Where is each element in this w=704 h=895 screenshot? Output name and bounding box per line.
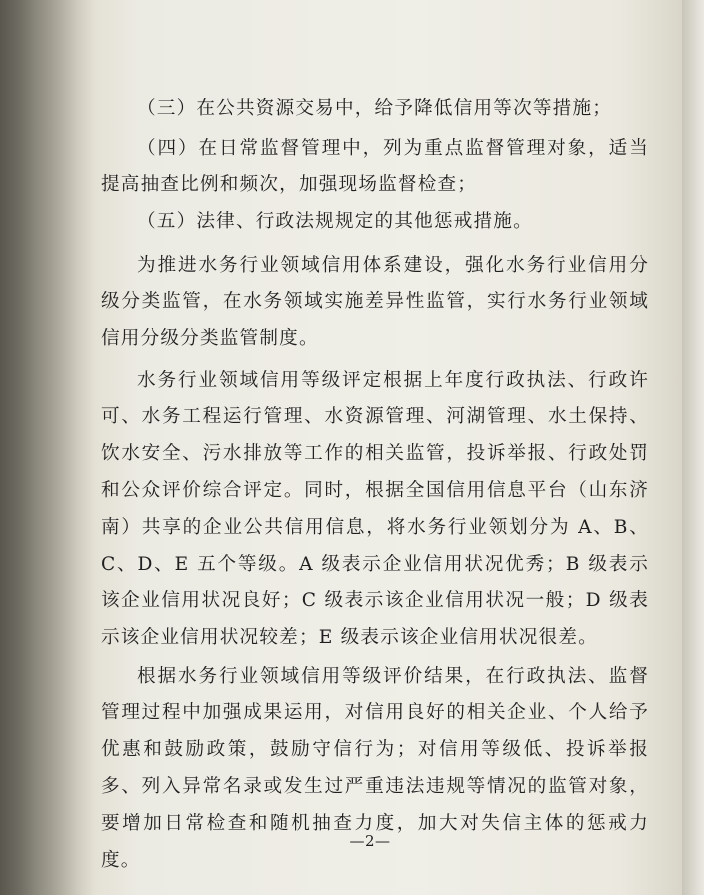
paragraph-result-application: 根据水务行业领域信用等级评价结果，在行政执法、监督管理过程中加强成果运用，对信用良好的相关企业、个人给予优惠和鼓励政策，鼓励守信行为；对信用等级低、投诉举报多、列入异常名录或发生过严重违法违规等情况的监管对象，要增加日常检查和随机抽查力度，加大对失信主体的惩戒力度。 xyxy=(101,665,649,871)
paragraph-credit-rating: 水务行业领域信用等级评定根据上年度行政执法、行政许可、水务工程运行管理、水资源管理、河湖管理、水土保持、饮水安全、污水排放等工作的相关监管，投诉举报、行政处罚和公众评价综合评定。同时，根据全国信用信息平台（山东济南）共享的企业公共信用信息，将水务行业领划分为 A、B、C、D、E 五个等级。A 级表示企业信用状况优秀；B 级表示该企业信用状况良好；C 级表示该企业信用状况一般；D 级表示该企业信用状况较差；E 级表示该企业信用状况很差。 xyxy=(101,369,649,649)
paragraph-measure-three: （三）在公共资源交易中，给予降低信用等次等措施； xyxy=(137,97,613,119)
page-number: —2— xyxy=(349,832,391,850)
paragraph-credit-system: 为推进水务行业领域信用体系建设，强化水务行业信用分级分类监管，在水务领域实施差异性监管，实行水务行业领域信用分级分类监管制度。 xyxy=(101,254,649,350)
paragraph-measure-five: （五）法律、行政法规规定的其他惩戒措施。 xyxy=(137,210,533,232)
paragraph-measure-four: （四）在日常监督管理中，列为重点监督管理对象，适当提高抽查比例和频次，加强现场监督检查； xyxy=(101,137,649,196)
